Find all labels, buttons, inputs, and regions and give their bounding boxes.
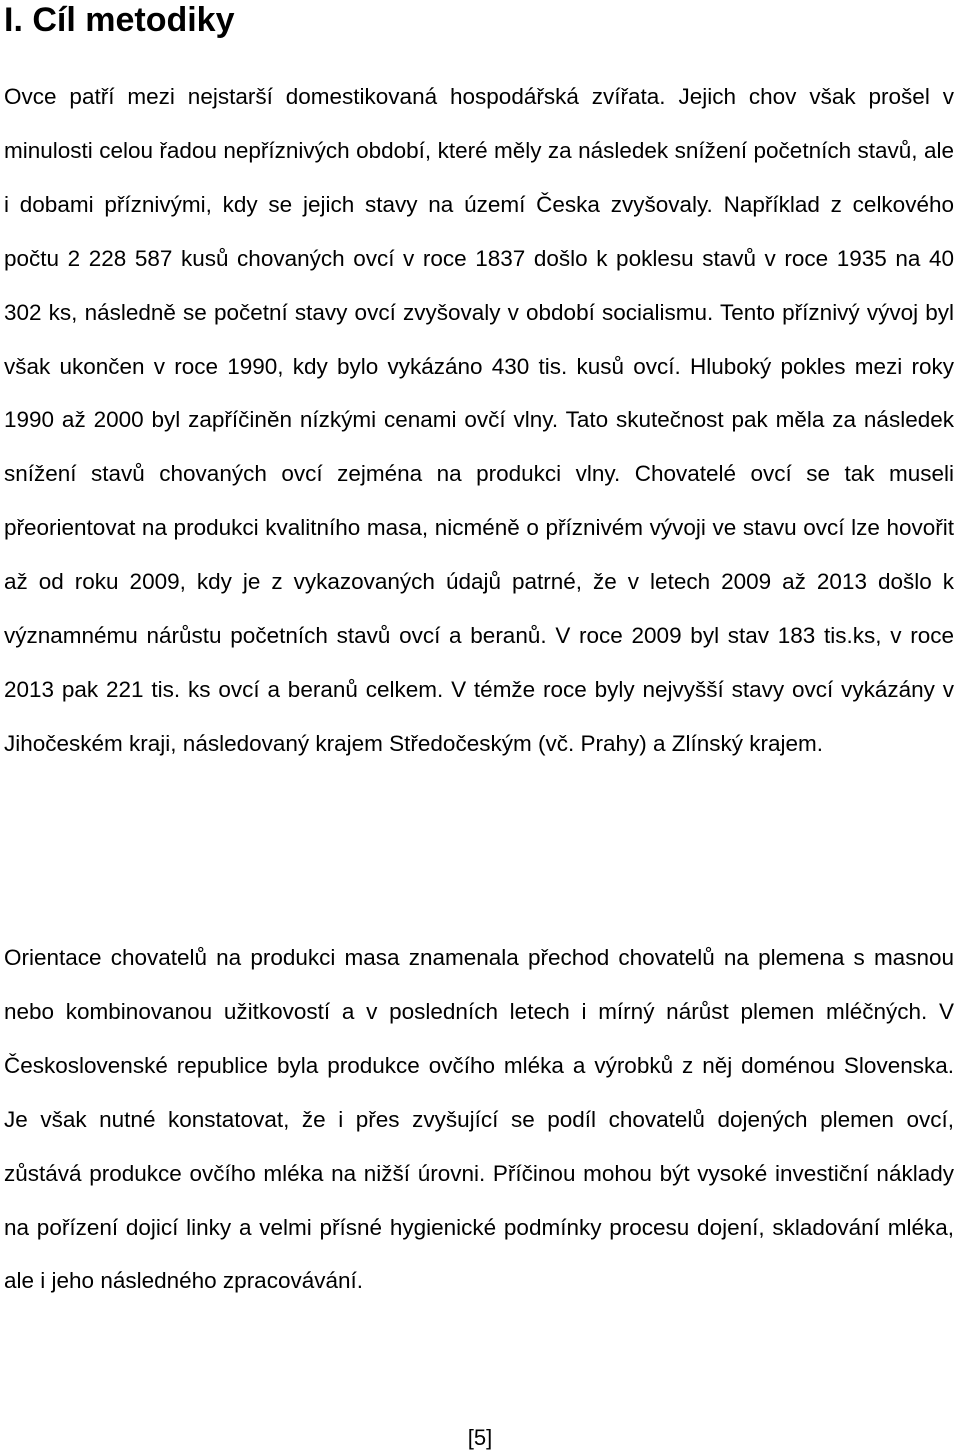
page-number: [5] [467, 1425, 493, 1450]
paragraph-2: Orientace chovatelů na produkci masa znamenala přechod chovatelů na plemena s masnou nebo kombinovanou užitkovostí a v posledních letech i mírný nárůst plemen mléčných. V Československé republice byla produkce ovčího mléka a výrobků z něj doménou Slovenska. Je však nutné konstatovat, že i přes zvyšující se podíl chovatelů dojených plemen ovcí, zůstává produkce ovčího mléka na nižší úrovni. Příčinou mohou být vysoké investiční náklady na pořízení dojicí linky a velmi přísné hygienické podmínky procesu dojení, skladování mléka, ale i jeho následného zpracovávání. [4, 945, 954, 1294]
paragraph-1: Ovce patří mezi nejstarší domestikovaná hospodářská zvířata. Jejich chov však prošel v minulosti celou řadou nepříznivých období, které měly za následek snížení početních stavů, ale i dobami příznivými, kdy se jejich stavy na území Česka zvyšovaly. Například z celkového počtu 2 228 587 kusů chovaných ovcí v roce 1837 došlo k poklesu stavů v roce 1935 na 40 302 ks, následně se početní stavy ovcí zvyšovaly v období socialismu. Tento příznivý vývoj byl však ukončen v roce 1990, kdy bylo vykázáno 430 tis. kusů ovcí. Hluboký pokles mezi roky 1990 až 2000 byl zapříčiněn nízkými cenami ovčí vlny. Tato skutečnost pak měla za následek snížení stavů chovaných ovcí zejména na produkci vlny. Chovatelé ovcí se tak museli přeorientovat na produkci kvalitního masa, nicméně o příznivém vývoji ve stavu ovcí lze hovořit až od roku 2009, kdy je z vykazovaných údajů patrné, že v letech 2009 až 2013 došlo k významnému nárůstu početních stavů ovcí a beranů. V roce 2009 byl stav 183 tis.ks, v roce 2013 pak 221 tis. ks ovcí a beranů celkem. V témže roce byly nejvyšší stavy ovcí vykázány v Jihočeském kraji, následovaný krajem Středočeským (vč. Prahy) a Zlínský krajem. [4, 84, 954, 756]
section-heading: I. Cíl metodiky [4, 1, 235, 39]
